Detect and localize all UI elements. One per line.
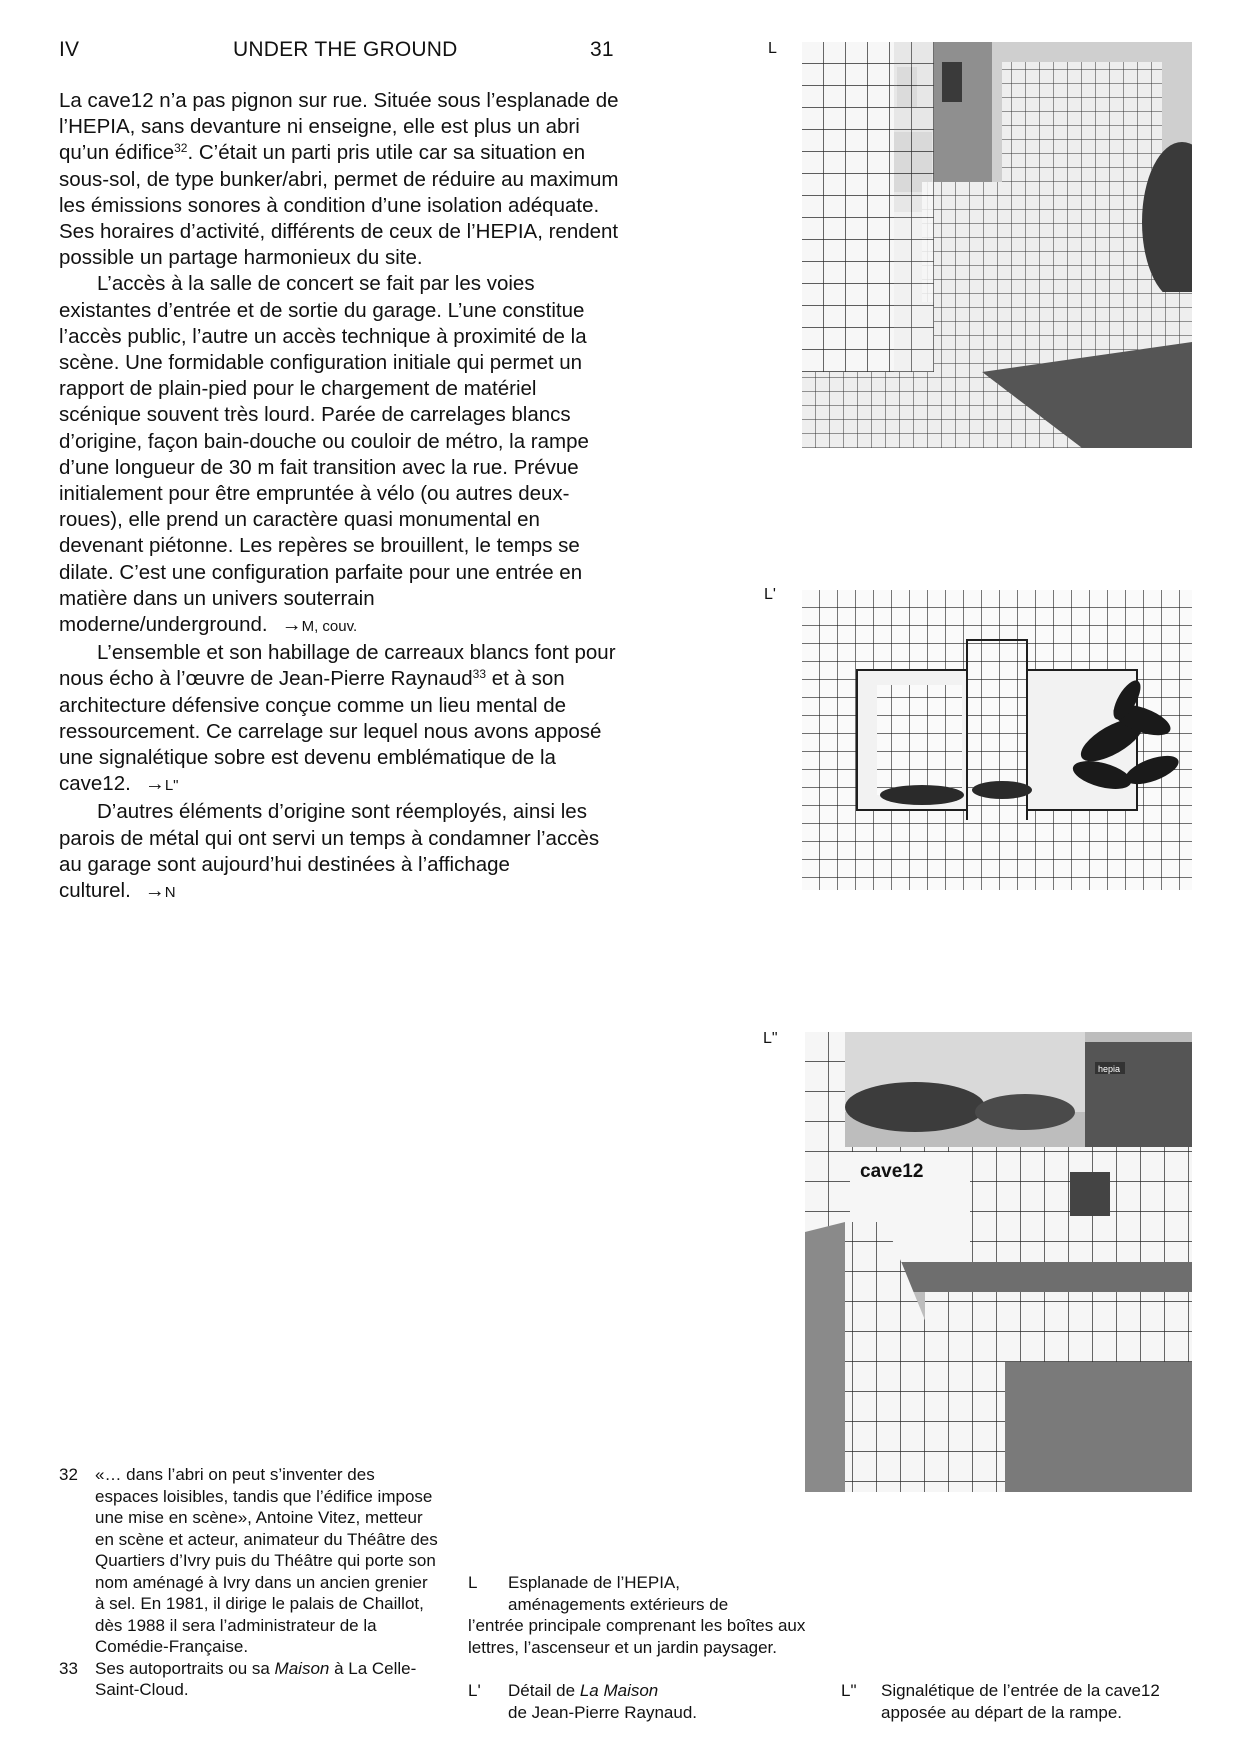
caption-l2 [841, 1680, 1211, 1723]
figure-label-l1: L' [764, 586, 776, 603]
cross-ref-l2[interactable]: L" [164, 777, 179, 795]
footnote-number: 33 [59, 1658, 78, 1678]
main-text [59, 88, 624, 906]
footnote-32 [59, 1464, 439, 1658]
paragraph-3-text: L’ensemble et son habillage de carreaux blancs font pour nous écho à l’œuvre de Jean-Pierre Raynaud [59, 641, 616, 691]
page-number: 31 [590, 38, 614, 61]
caption-label: L" [841, 1681, 857, 1700]
photo-esplanade [802, 42, 1192, 448]
caption-text: apposée au départ de la rampe. [881, 1702, 1123, 1722]
paragraph-1-text: La cave12 n’a pas pignon sur rue. Située sous l’esplanade de l’HEPIA, sans devanture ni enseigne, elle est plus un abri qu’un édifice [59, 89, 619, 165]
caption-title: La Maison [579, 1681, 659, 1700]
footnote-33 [59, 1658, 439, 1701]
paragraph-4 [59, 799, 624, 906]
running-title: UNDER THE GROUND [233, 38, 458, 61]
building-sign-text: hepia [1098, 1064, 1121, 1074]
paragraph-2-text: L’accès à la salle de concert se fait par les voies existantes d’entrée et de sortie du garage. L’une constitue l’accès public, l’autre un accès technique à proximité de la scène. Une formidable configuration initiale qui permet un rapport de plain-pied pour le chargement de matériel scénique souvent très lourd. Parée de carrelages blancs d’origine, façon bain-douche ou couloir de métro, la rampe d’une longueur de 30 m fait transition avec la rue. Prévue initialement pour être empruntée à vélo (ou autres deux-roues), elle prend un caractère quasi monumental en devenant piétonne. Les repères se brouillent, le temps se dilate. C’est une configuration parfaite pour une entrée en matière dans un univers souterrain moderne/underground. [59, 272, 589, 637]
footnote-number: 32 [59, 1465, 78, 1484]
footnote-text-part: Ses autoportraits ou sa [95, 1658, 275, 1678]
caption-line [468, 1680, 818, 1702]
footnote-ref-33[interactable]: 33 [472, 667, 487, 682]
photo-cave12-sign [805, 1032, 1192, 1492]
figure-label-l: L [768, 40, 777, 57]
caption-label: L' [468, 1681, 481, 1700]
footnote-text: «… dans l’abri on peut s’inventer des espaces loisibles, tandis que l’édifice impose une mise en scène», Antoine Vitez, metteur en scène et acteur, animateur du Théâtre des Quartiers d’Ivry puis du Théâtre qui porte son nom aménagé à Ivry dans un ancien grenier à sel. En 1981, il dirige le palais de Chaillot, dès 1988 il sera l’administrateur de la Comédie-Française. [95, 1465, 438, 1656]
footnote-title: Maison [274, 1658, 330, 1678]
paragraph-1 [59, 88, 624, 271]
paragraph-2 [59, 271, 624, 640]
caption-text: Signalétique de l’entrée de la cave12 [881, 1681, 1160, 1700]
caption-text: de Jean-Pierre Raynaud. [508, 1702, 698, 1722]
cross-ref-n[interactable]: N [164, 884, 176, 902]
arrow-icon: → [144, 773, 165, 796]
caption-text: l’entrée principale comprenant les boîtes aux lettres, l’ascenseur et un jardin paysager. [468, 1616, 806, 1657]
photo-la-maison [802, 590, 1192, 890]
caption-text: Esplanade de l’HEPIA, [508, 1573, 680, 1592]
section-number: IV [59, 38, 80, 61]
paragraph-3-text-cont: et à son architecture défensive conçue comme un lieu mental de ressourcement. Ce carrelage sur lequel nous avons apposé une signalétique sobre est devenu emblématique de la cave12. [59, 667, 602, 796]
footnote-ref-32[interactable]: 32 [174, 141, 188, 156]
arrow-icon: → [281, 614, 302, 637]
caption-l1 [468, 1680, 818, 1723]
arrow-icon: → [144, 880, 165, 903]
footnote-text-part: à La Celle-Saint-Cloud. [95, 1658, 417, 1699]
caption-l [468, 1572, 818, 1658]
caption-text: Détail de [508, 1681, 580, 1700]
cave12-sign-text: cave12 [860, 1161, 924, 1182]
footnote-text [95, 1658, 439, 1701]
caption-line [841, 1680, 1211, 1702]
cross-ref-m-couv[interactable]: M, couv. [301, 618, 358, 636]
caption-text: aménagements extérieurs de [508, 1594, 729, 1614]
paragraph-4-text: D’autres éléments d’origine sont réemployés, ainsi les parois de métal qui ont servi un temps à condamner l’accès au garage sont aujourd’hui destinées à l’affichage culturel. [59, 800, 600, 903]
paragraph-3 [59, 640, 624, 799]
footnotes [59, 1464, 439, 1701]
paragraph-1-text-cont: . C’était un parti pris utile car sa situation en sous-sol, de type bunker/abri, permet de réduire au maximum les émissions sonores à condition d’une isolation adéquate. Ses horaires d’activité, différents de ceux de l’HEPIA, rendent possible un partage harmonieux du site. [59, 141, 619, 270]
figure-label-l2: L" [763, 1030, 778, 1047]
caption-line [468, 1572, 818, 1594]
caption-label: L [468, 1573, 478, 1592]
